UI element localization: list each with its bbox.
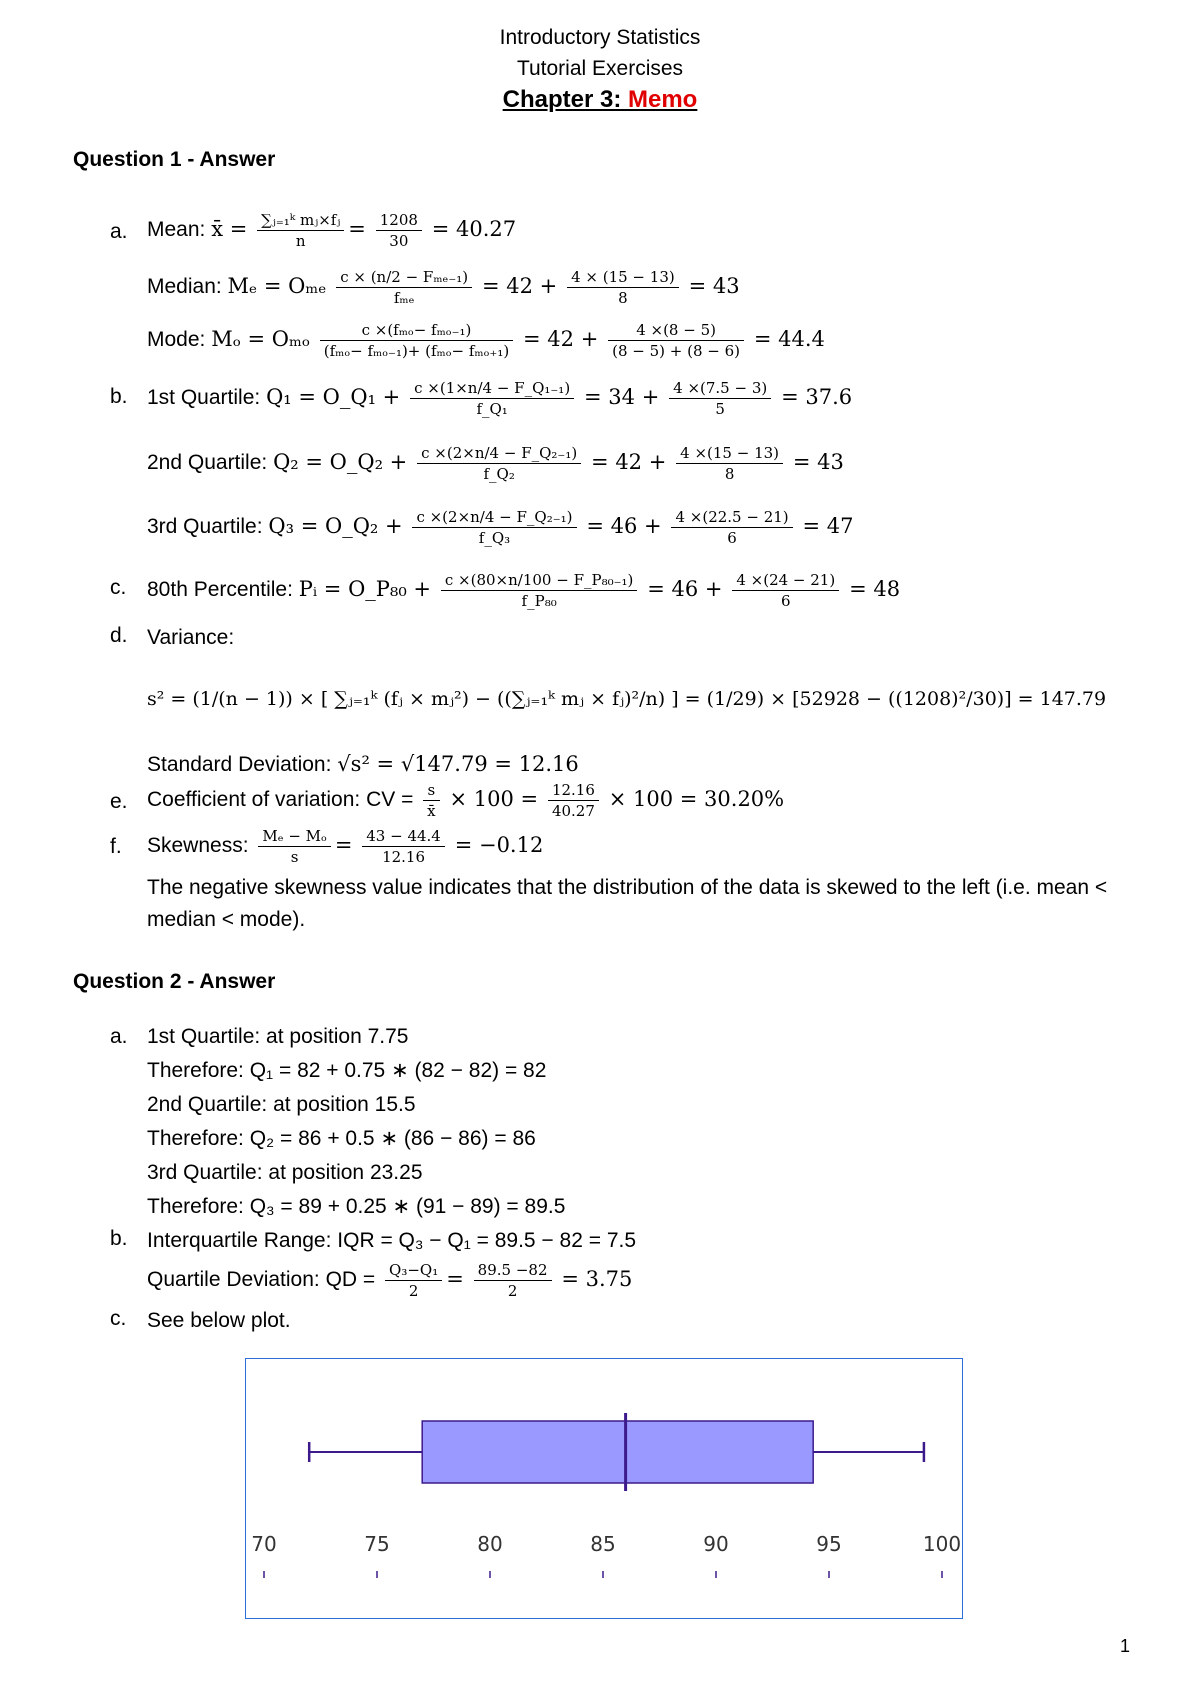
cv-result: × 100 = 30.20% [608, 787, 785, 812]
cv-numerator-value: 12.16 [548, 780, 599, 801]
quartile2-numerator: c ×(2×n/4 − F_Q₂₋₁) [417, 443, 581, 464]
skewness-denominator: s [290, 848, 299, 866]
skewness-fraction-values [362, 826, 445, 867]
percentile-denominator-value: 6 [781, 592, 791, 610]
quartile3-label: 3rd Quartile: [147, 515, 269, 539]
cv-denominator: x̄ [427, 802, 436, 820]
qd-fraction [385, 1260, 442, 1301]
chapter-title [0, 86, 1200, 114]
q2-line-5: 3rd Quartile: at position 23.25 [147, 1161, 423, 1184]
mode-mid: = 42 + [523, 327, 599, 352]
quartile2-row [147, 443, 844, 484]
mode-denominator: (fₘₒ− fₘₒ₋₁)+ (fₘₒ− fₘₒ₊₁) [323, 342, 510, 360]
mean-label: Mean: [147, 218, 212, 242]
quartile1-fraction [410, 378, 574, 419]
percentile-fraction-values [732, 570, 839, 611]
mode-result: = 44.4 [753, 327, 825, 352]
quartile2-fraction [417, 443, 581, 484]
quartile2-fraction-values [676, 443, 783, 484]
item-e-mark: e. [110, 790, 128, 813]
quartile1-denominator-value: 5 [715, 400, 725, 418]
quartile2-denominator: f_Q₂ [483, 465, 515, 483]
mean-numerator: ∑ⱼ₌₁ᵏ mⱼ×fⱼ [257, 210, 344, 231]
median-symbol: Mₑ = Oₘₑ [227, 274, 327, 299]
mean-denominator: n [295, 232, 306, 250]
percentile-label: 80th Percentile: [147, 578, 299, 602]
qd-numerator: Q₃−Q₁ [385, 1260, 442, 1281]
cv-label: Coefficient of variation: CV = [147, 788, 420, 812]
qd-numerator-value: 89.5 −82 [474, 1260, 552, 1281]
median-denominator: fₘₑ [393, 289, 415, 307]
question-2-heading: Question 2 - Answer [73, 970, 276, 993]
tick-label: 70 [251, 1532, 277, 1556]
skewness-fraction [258, 826, 330, 867]
tick-label: 100 [922, 1532, 962, 1556]
quartile3-numerator-value: 4 ×(22.5 − 21) [671, 507, 792, 528]
percentile-fraction [441, 570, 638, 611]
q2-item-c-mark: c. [110, 1307, 127, 1330]
percentile-mid: = 46 + [647, 577, 723, 602]
quartile1-symbol: Q₁ = O_Q₁ + [266, 385, 401, 410]
q2-line-1: 1st Quartile: at position 7.75 [147, 1025, 409, 1048]
qd-row: Quartile Deviation: QD = $\frac{\text{Q₃−Q₁}}{2}$ = $\frac{89.5 -82}{2}$ = 3.75 [147, 1261, 633, 1300]
sd-formula: √s² = √147.79 = 12.16 [337, 752, 579, 776]
skewness-label: Skewness: [147, 834, 255, 858]
median-result: = 43 [688, 274, 740, 299]
mean-fraction [257, 210, 344, 251]
median-fraction-values [567, 267, 679, 308]
quartile2-mid: = 42 + [591, 450, 667, 475]
tick-label: 75 [364, 1532, 390, 1556]
median-numerator-value: 4 × (15 − 13) [567, 267, 679, 288]
mode-denominator-value: (8 − 5) + (8 − 6) [612, 342, 741, 360]
quartile3-denominator-value: 6 [727, 529, 737, 547]
chapter-prefix: Chapter 3: [502, 86, 628, 113]
percentile-row [147, 570, 900, 611]
skewness-numerator: Mₑ − Mₒ [258, 826, 330, 847]
quartile1-label: 1st Quartile: [147, 386, 267, 410]
skewness-result: = −0.12 [454, 833, 544, 858]
skewness-note: The negative skewness value indicates that the distribution of the data is skewed to the left (i.e. mean < median < mode). [147, 876, 1108, 931]
mode-symbol: Mₒ = Oₘₒ [211, 327, 310, 352]
percentile-result: = 48 [849, 577, 901, 602]
cv-row [147, 780, 784, 821]
item-b-mark: b. [110, 385, 128, 408]
quartile1-mid: = 34 + [584, 385, 660, 410]
q2-item-a-mark: a. [110, 1025, 128, 1048]
percentile-symbol: Pᵢ = O_P₈₀ + [298, 577, 432, 602]
sd-label: Standard Deviation: [147, 753, 338, 776]
q2-line-2: Therefore: Q₁ = 82 + 0.75 ∗ (82 − 82) = 82 [147, 1059, 547, 1082]
quartile3-mid: = 46 + [586, 514, 662, 539]
tick-label: 90 [703, 1532, 729, 1556]
document-header [0, 22, 1200, 114]
iqr-line: Interquartile Range: IQR = Q₃ − Q₁ = 89.5 − 82 = 7.5 [147, 1229, 637, 1252]
quartile2-label: 2nd Quartile: [147, 451, 274, 475]
cv-numerator: s [423, 780, 439, 801]
mode-numerator-value: 4 ×(8 − 5) [608, 320, 744, 341]
skewness-numerator-value: 43 − 44.4 [362, 826, 445, 847]
variance-formula: s² = (1/(n − 1)) × [ ∑ⱼ₌₁ᵏ (fⱼ × mⱼ²) − ((∑ⱼ₌₁ᵏ mⱼ × fⱼ)²/n) ] = (1/29) × [52928 − ((1208)²/30)] = 147.79 [147, 688, 1107, 710]
cv-denominator-value: 40.27 [551, 802, 595, 820]
item-c-mark: c. [110, 576, 127, 599]
quartile1-fraction-values [669, 378, 771, 419]
cv-mid: × 100 = [449, 787, 539, 812]
qd-denominator: 2 [408, 1282, 419, 1300]
quartile1-numerator: c ×(1×n/4 − F_Q₁₋₁) [410, 378, 574, 399]
quartile3-fraction [412, 507, 576, 548]
mode-numerator: c ×(fₘₒ− fₘₒ₋₁) [320, 320, 513, 341]
skewness-row: Skewness: $\frac{\text{Mₑ − Mₒ}}{s}$ = $\frac{43 - 44.4}{12.16}$ = −0.12 [147, 827, 544, 866]
quartile2-symbol: Q₂ = O_Q₂ + [273, 450, 408, 475]
mean-denominator-value: 30 [389, 232, 409, 250]
sd-row [147, 750, 579, 779]
median-mid: = 42 + [481, 274, 558, 299]
tick-label: 80 [477, 1532, 503, 1556]
mode-label: Mode: [147, 328, 212, 352]
quartile1-row [147, 378, 852, 419]
median-numerator: c × (n/2 − Fₘₑ₋₁) [336, 267, 472, 288]
q2-line-6: Therefore: Q₃ = 89 + 0.25 ∗ (91 − 89) = 89.5 [147, 1195, 566, 1218]
item-d-mark: d. [110, 624, 128, 647]
tutorial-subtitle: Tutorial Exercises [516, 57, 684, 80]
median-fraction [336, 267, 472, 308]
mode-fraction-values [608, 320, 744, 361]
qd-label: Quartile Deviation: QD = [147, 1268, 382, 1292]
quartile2-numerator-value: 4 ×(15 − 13) [676, 443, 783, 464]
percentile-denominator: f_P₈₀ [521, 592, 557, 610]
qd-result: = 3.75 [561, 1267, 633, 1292]
quartile3-fraction-values [671, 507, 792, 548]
median-row [147, 267, 740, 308]
see-plot-text: See below plot. [147, 1309, 291, 1332]
quartile3-result: = 47 [802, 514, 854, 539]
quartile1-numerator-value: 4 ×(7.5 − 3) [669, 378, 771, 399]
tick-label: 85 [590, 1532, 616, 1556]
percentile-numerator-value: 4 ×(24 − 21) [732, 570, 839, 591]
q2-line-3: 2nd Quartile: at position 15.5 [147, 1093, 416, 1116]
quartile3-denominator: f_Q₃ [478, 529, 511, 547]
boxplot-chart [246, 1359, 962, 1618]
mean-row: Mean: x̄ = $\frac{\text{∑ⱼ₌₁ᵏ mⱼ×fⱼ}}{n}$ = $\frac{1208}{30}$ = 40.27 [147, 211, 517, 250]
mean-result: = 40.27 [431, 217, 517, 242]
quartile2-denominator-value: 8 [724, 465, 735, 483]
boxplot-frame [245, 1358, 963, 1619]
skewness-denominator-value: 12.16 [382, 848, 426, 866]
tick-label: 95 [816, 1532, 842, 1556]
question-1-heading: Question 1 - Answer [73, 148, 276, 171]
course-title: Introductory Statistics [499, 26, 701, 49]
mean-symbol: x̄ = [211, 217, 248, 242]
variance-label: Variance: [147, 626, 235, 649]
quartile3-row [147, 507, 854, 548]
qd-denominator-value: 2 [507, 1282, 518, 1300]
median-label: Median: [147, 275, 228, 299]
quartile3-symbol: Q₃ = O_Q₂ + [268, 514, 403, 539]
q2-line-4: Therefore: Q₂ = 86 + 0.5 ∗ (86 − 86) = 86 [147, 1127, 536, 1150]
mean-fraction-values [376, 210, 422, 251]
item-a-mark: a. [110, 220, 128, 243]
mode-fraction [320, 320, 513, 361]
cv-fraction-values [548, 780, 599, 821]
quartile2-result: = 43 [792, 450, 844, 475]
q2-item-b-mark: b. [110, 1227, 128, 1250]
item-f-mark: f. [110, 835, 122, 858]
cv-fraction [423, 780, 439, 821]
page-number: 1 [1120, 1636, 1131, 1656]
mode-row [147, 320, 825, 361]
quartile1-result: = 37.6 [781, 385, 853, 410]
median-denominator-value: 8 [618, 289, 628, 307]
quartile3-numerator: c ×(2×n/4 − F_Q₂₋₁) [412, 507, 576, 528]
percentile-numerator: c ×(80×n/100 − F_P₈₀₋₁) [441, 570, 638, 591]
qd-fraction-values [474, 1260, 552, 1301]
quartile1-denominator: f_Q₁ [476, 400, 508, 418]
chapter-memo: Memo [628, 86, 698, 113]
mean-numerator-value: 1208 [376, 210, 422, 231]
interquartile-box [422, 1421, 813, 1483]
